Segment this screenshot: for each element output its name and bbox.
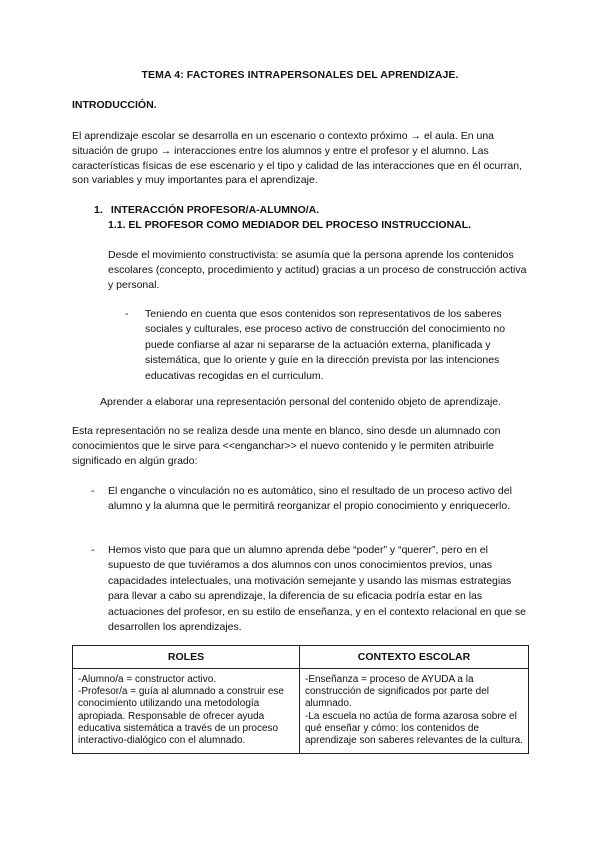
section-1-1-heading: 1.1. EL PROFESOR COMO MEDIADOR DEL PROCESO INSTRUCCIONAL. <box>108 219 472 231</box>
list-item-text: El enganche o vinculación no es automático, sino el resultado de un proceso activo del alumno y la alumna que le permitirá reorganizar el propio conocimiento y enriquecerlo. <box>108 485 512 513</box>
table-header-row <box>73 646 529 669</box>
section-1-title: INTERACCIÓN PROFESOR/A-ALUMNO/A. <box>110 204 320 216</box>
cell-line: -La escuela no actúa de forma azarosa sobre el qué enseñar y cómo: los contenidos de aprendizaje son saberes relevantes de la cultura. <box>305 710 523 747</box>
learning-statement: Aprender a elaborar una representación personal del contenido objeto de aprendizaje. <box>100 396 502 408</box>
roles-context-table <box>72 645 529 754</box>
intro-paragraph: El aprendizaje escolar se desarrolla en un escenario o contexto próximo → el aula. En una situación de grupo → interacciones entre los alumnos y entre el profesor y el alumno. Las características físicas de ese escenario y el tipo y calidad de las interacciones que en él ocurran, son variables y muy importantes para el aprendizaje. <box>72 130 522 187</box>
section-1-number: 1. <box>94 204 103 216</box>
list-item <box>91 484 528 515</box>
intro-heading: INTRODUCCIÓN. <box>72 99 157 111</box>
bullet-dash: - <box>125 308 129 320</box>
constructivism-paragraph: Desde el movimiento constructivista: se asumía que la persona aprende los contenidos escolares (concepto, procedimiento y actitud) gracias a un proceso de construcción activa y personal. <box>108 249 527 291</box>
table-cell-contexto <box>300 669 529 754</box>
bullet-dash: - <box>91 544 95 556</box>
cell-line: -Profesor/a = guía al alumnado a construir ese conocimiento utilizando una metodología apropiada. Responsable de ofrecer ayuda educativa sistemática a través de un proceso interactivo-dialógico con el alumnado. <box>78 686 284 747</box>
table-header-roles: ROLES <box>73 646 300 669</box>
table-row <box>73 669 529 754</box>
section-1-heading <box>94 204 319 216</box>
list-item <box>125 307 530 384</box>
table-header-contexto: CONTEXTO ESCOLAR <box>300 646 529 669</box>
cell-line: -Alumno/a = constructor activo. <box>78 674 217 685</box>
list-item-text: Hemos visto que para que un alumno aprenda debe “poder” y “querer”, pero en el supuesto de que tuviéramos a dos alumnos con unos conocimientos previos, unas capacidades intelectuales, una motivación semejante y usando las mismas estrategias para llevar a cabo su aprendizaje, la diferencia de su eficacia podría estar en las actuaciones del profesor, en su estilo de enseñanza, y en el contexto relacional en que se desarrollen los aprendizajes. <box>108 544 526 634</box>
list-item-text: Teniendo en cuenta que esos contenidos son representativos de los saberes sociales y culturales, ese proceso activo de construcción del conocimiento no puede confiarse al azar ni separarse de la actuación externa, planificada y sistemática, que lo oriente y guíe en la dirección prevista por las intenciones educativas recogidas en el curriculum. <box>145 308 506 382</box>
representation-paragraph: Esta representación no se realiza desde una mente en blanco, sino desde un alumnado con conocimientos que le sirve para <<enganchar>> el nuevo contenido y le permiten atribuirle significado en algún grado: <box>72 425 501 467</box>
table-cell-roles <box>73 669 300 754</box>
cell-line: -Enseñanza = proceso de AYUDA a la construcción de significados por parte del alumnado. <box>305 674 489 710</box>
document-title: TEMA 4: FACTORES INTRAPERSONALES DEL APRENDIZAJE. <box>141 69 459 81</box>
bullet-dash: - <box>91 485 95 497</box>
list-item <box>91 543 528 635</box>
